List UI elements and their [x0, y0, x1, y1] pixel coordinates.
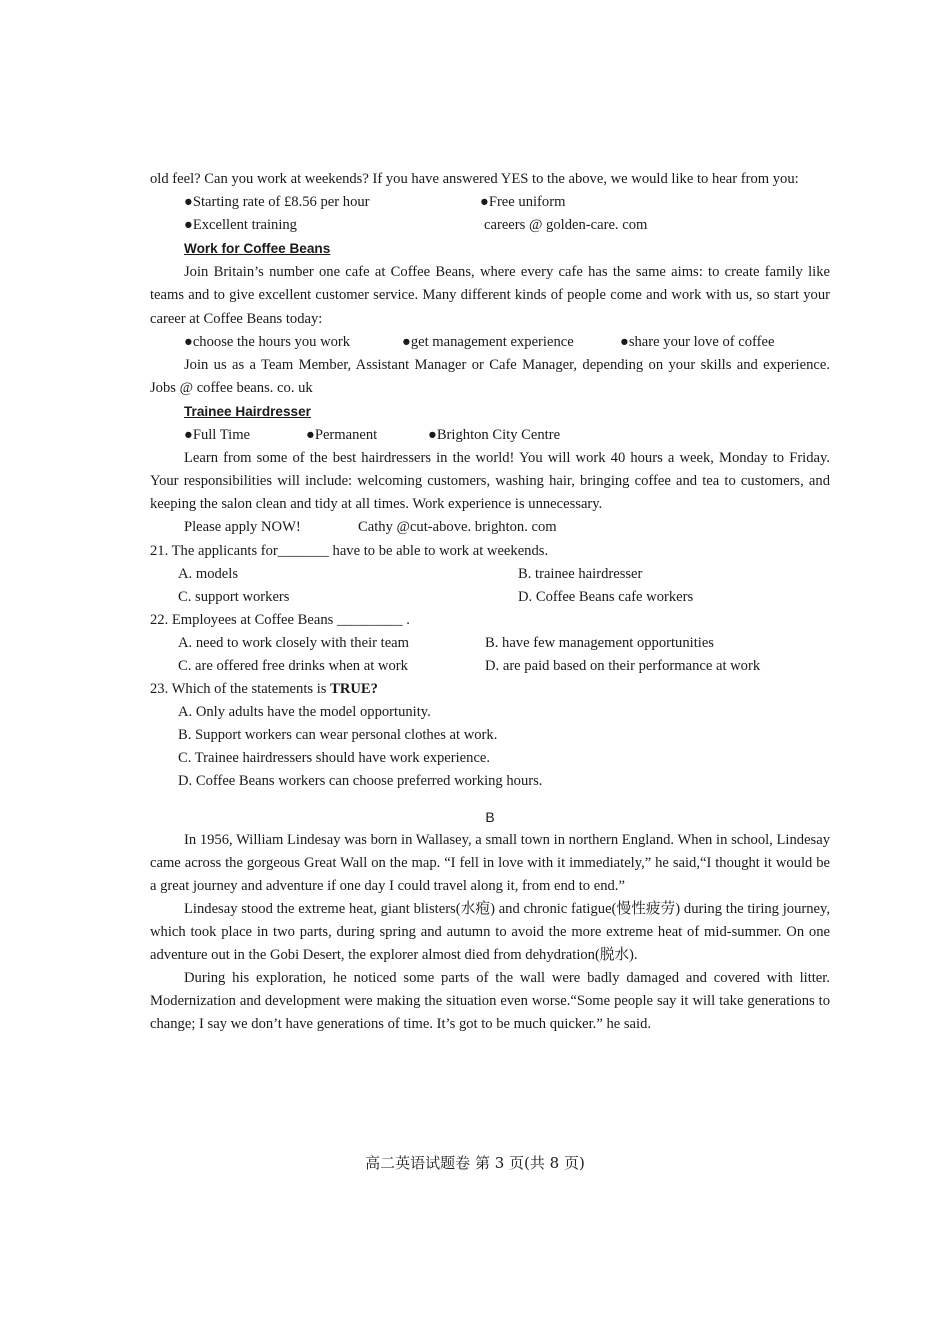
q22-option-c: C. are offered free drinks when at work: [178, 657, 408, 674]
q23-option-b: B. Support workers can wear personal clothes at work.: [178, 727, 498, 744]
exam-page: [150, 168, 830, 1036]
bullet-love-coffee: ● share your love of coffee: [620, 331, 774, 354]
hair-bullets-row: [150, 424, 830, 447]
q21-option-b: B. trainee hairdresser: [518, 565, 643, 582]
passage-b-paragraph-3: During his exploration, he noticed some parts of the wall were badly damaged and covered with litter. Modernization and development were making the situation even worse.“Some people say it will take generations to change; I say we don’t have generations of time. It’s got to be much quicker.” he said.: [150, 970, 830, 1033]
coffee-bullets-row: [150, 331, 830, 354]
hairdresser-paragraph: Learn from some of the best hairdressers in the world! You will work 40 hours a week, Monday to Friday. Your responsibilities will include: welcoming customers, washing hair, bringing coffee and tea to customers, and keeping the salon clean and tidy at all times. Work experience is unnecessary.: [150, 450, 830, 513]
careers-email: careers @ golden-care. com: [484, 217, 648, 234]
coffee-beans-paragraph: Join Britain’s number one cafe at Coffee Beans, where every cafe has the same aims: to create family like teams and to give excellent customer service. Many different kinds of people come and work with us, so start your career at Coffee Beans today:: [150, 264, 830, 327]
q22-options-row-1: [150, 632, 830, 655]
hair-email: Cathy @cut-above. brighton. com: [358, 519, 557, 536]
q22-option-d: D. are paid based on their performance at work: [485, 657, 761, 674]
bullet-permanent: ● Permanent: [306, 424, 428, 447]
bullet-free-uniform: ● Free uniform: [480, 191, 565, 214]
page-footer: 高二英语试题卷 第 3 页(共 8 页): [365, 1154, 585, 1172]
bullet-brighton: ● Brighton City Centre: [428, 424, 560, 447]
q21-option-d: D. Coffee Beans cafe workers: [518, 588, 694, 605]
hair-apply-row: [150, 516, 830, 539]
q22-option-a: A. need to work closely with their team: [178, 634, 410, 651]
section-b-heading: B: [485, 808, 495, 825]
bullet-management-experience: ● get management experience: [402, 331, 620, 354]
intro-bullets-row-1: [150, 191, 830, 214]
question-23: 23. Which of the statements is TRUE?: [150, 681, 378, 698]
coffee-beans-paragraph-2: Join us as a Team Member, Assistant Manager or Cafe Manager, depending on your skills and experience. Jobs @ coffee beans. co. uk: [150, 356, 830, 396]
passage-b-paragraph-1: In 1956, William Lindesay was born in Wallasey, a small town in northern England. When in school, Lindesay came across the gorgeous Great Wall on the map. “I fell in love with it immediately,” he said,“I thought it would be a great journey and adventure if one day I could travel along it, from end to end.”: [150, 831, 830, 894]
q23-option-d: D. Coffee Beans workers can choose preferred working hours.: [178, 773, 543, 790]
q23-option-c: C. Trainee hairdressers should have work experience.: [178, 750, 491, 767]
question-22: 22. Employees at Coffee Beans _________ .: [150, 611, 410, 628]
coffee-beans-title: Work for Coffee Beans: [184, 241, 331, 257]
q21-options-row-2: [150, 586, 830, 609]
bullet-choose-hours: ● choose the hours you work: [184, 331, 402, 354]
q21-options-row-1: [150, 563, 830, 586]
question-21: 21. The applicants for_______ have to be able to work at weekends.: [150, 542, 549, 559]
bullet-full-time: ● Full Time: [184, 424, 306, 447]
intro-bullets-row-2: [150, 214, 830, 237]
passage-b-paragraph-2: Lindesay stood the extreme heat, giant blisters(水疱) and chronic fatigue(慢性疲劳) during the tiring journey, which took place in two parts, during spring and autumn to avoid the more extreme heat of mid-summer. On one adventure out in the Gobi Desert, the explorer almost died from dehydration(脱水).: [150, 900, 830, 964]
intro-paragraph: old feel? Can you work at weekends? If you have answered YES to the above, we would like to hear from you:: [150, 171, 799, 187]
hairdresser-title: Trainee Hairdresser: [184, 403, 311, 419]
q22-option-b: B. have few management opportunities: [485, 634, 714, 651]
bullet-starting-rate: ● Starting rate of £8.56 per hour: [184, 191, 480, 214]
q21-option-a: A. models: [178, 565, 238, 582]
bullet-excellent-training: ● Excellent training: [184, 214, 480, 237]
q21-option-c: C. support workers: [178, 588, 290, 605]
q23-option-a: A. Only adults have the model opportunity.: [178, 704, 431, 721]
q22-options-row-2: [150, 655, 830, 678]
apply-now: Please apply NOW!: [184, 519, 301, 536]
